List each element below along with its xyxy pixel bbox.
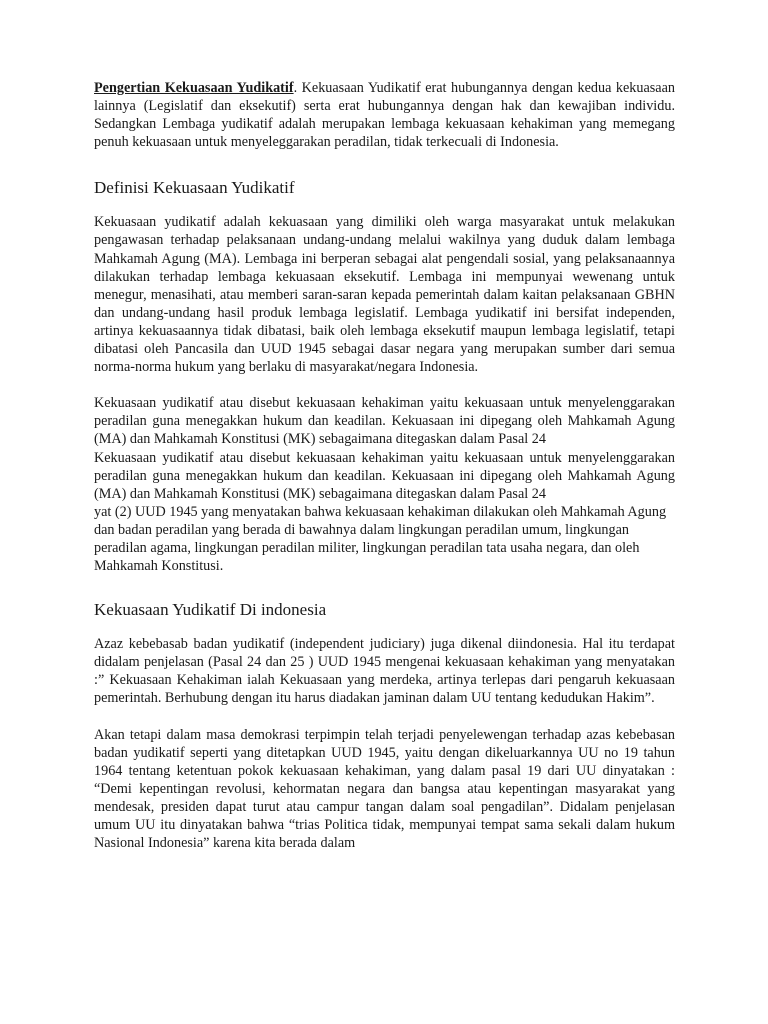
definisi-paragraph-2c: yat (2) UUD 1945 yang menyatakan bahwa kekuasaan kehakiman dilakukan oleh Mahkamah Agung dan badan peradilan yang berada di bawahnya dalam lingkungan peradilan umum, lingkungan peradilan agama, lingkungan peradilan militer, lingkungan peradilan tata usaha negara, dan oleh Mahkamah Konstitusi.	[94, 503, 667, 575]
definisi-paragraph-1: Kekuasaan yudikatif adalah kekuasaan yang dimiliki oleh warga masyarakat untuk melakukan pengawasan terhadap pelaksanaan undang-undang melalui wakilnya yang duduk dalam lembaga Mahkamah Agung (MA). Lembaga ini berperan sebagai alat pengendali sosial, yang pelaksanaannya dilakukan terhadap lembaga kekuasaan eksekutif. Lembaga ini mempunyai wewenang untuk menegur, menasihati, atau memberi saran-saran kepada pemerintah dalam kaitan pelaksanaan GBHN dan undang-undang hasil produk lembaga legislatif. Lembaga yudikatif ini bersifat independen, artinya kekuasaannya tidak dibatasi, baik oleh lembaga eksekutif maupun lembaga legislatif, tetapi dibatasi oleh Pancasila dan UUD 1945 sebagai dasar negara yang merupakan sumber dari semua norma-norma hukum yang berlaku di masyarakat/negara Indonesia.	[94, 214, 675, 376]
definisi-paragraph-2a: Kekuasaan yudikatif atau disebut kekuasaan kehakiman yaitu kekuasaan untuk menyelenggarakan peradilan guna menegakkan hukum dan keadilan. Kekuasaan ini dipegang oleh Mahkamah Agung (MA) dan Mahkamah Konstitusi (MK) sebagaimana ditegaskan dalam Pasal 24	[94, 395, 675, 448]
intro-text: . Kekuasaan Yudikatif erat hubungannya dengan kedua kekuasaan lainnya (Legislatif dan eksekutif) serta erat hubungannya dengan hak dan kewajiban individu. Sedangkan Lembaga yudikatif adalah merupakan lembaga kekuasaan kehakiman yang memegang penuh kekuasaan untuk menyeleggarakan peradilan, tidak terkecuali di Indonesia.	[94, 80, 675, 151]
indonesia-paragraph-1: Azaz kebebasab badan yudikatif (independent judiciary) juga dikenal diindonesia. Hal itu terdapat didalam penjelasan (Pasal 24 dan 25 ) UUD 1945 mengenai kekuasaan kehakiman yang menyatakan :” Kekuasaan Kehakiman ialah Kekuasaan yang merdeka, artinya terlepas dari pengaruh kekuasaan pemerintah. Berhubung dengan itu harus diadakan jaminan dalam UU tentang kedudukan Hakim”.	[94, 636, 675, 707]
intro-title: Pengertian Kekuasaan Yudikatif	[94, 80, 294, 96]
document-body	[94, 79, 675, 852]
indonesia-paragraph-2: Akan tetapi dalam masa demokrasi terpimpin telah terjadi penyelewengan terhadap azas kebebasan badan yudikatif seperti yang ditetapkan UUD 1945, yaitu dengan dikeluarkannya UU no 19 tahun 1964 tentang ketentuan pokok kekuasaan kehakiman, yang dalam pasal 19 dari UU dinyatakan : “Demi kepentingan revolusi, kehormatan negara dan bangsa atau kepentingan masyarakat yang mendesak, presiden dapat turut atau campur tangan dalam soal pengadilan”. Didalam penjelasan umum UU itu dinyatakan bahwa “trias Politica tidak, mempunyai tempat sama sekali dalam hukum Nasional Indonesia” karena kita berada dalam	[94, 726, 675, 852]
definisi-paragraph-2b: Kekuasaan yudikatif atau disebut kekuasaan kehakiman yaitu kekuasaan untuk menyelenggarakan peradilan guna menegakkan hukum dan keadilan. Kekuasaan ini dipegang oleh Mahkamah Agung (MA) dan Mahkamah Konstitusi (MK) sebagaimana ditegaskan dalam Pasal 24	[94, 449, 675, 502]
section-heading-definisi: Definisi Kekuasaan Yudikatif	[94, 178, 295, 198]
intro-paragraph	[94, 79, 675, 151]
section-heading-indonesia: Kekuasaan Yudikatif Di indonesia	[94, 600, 327, 620]
